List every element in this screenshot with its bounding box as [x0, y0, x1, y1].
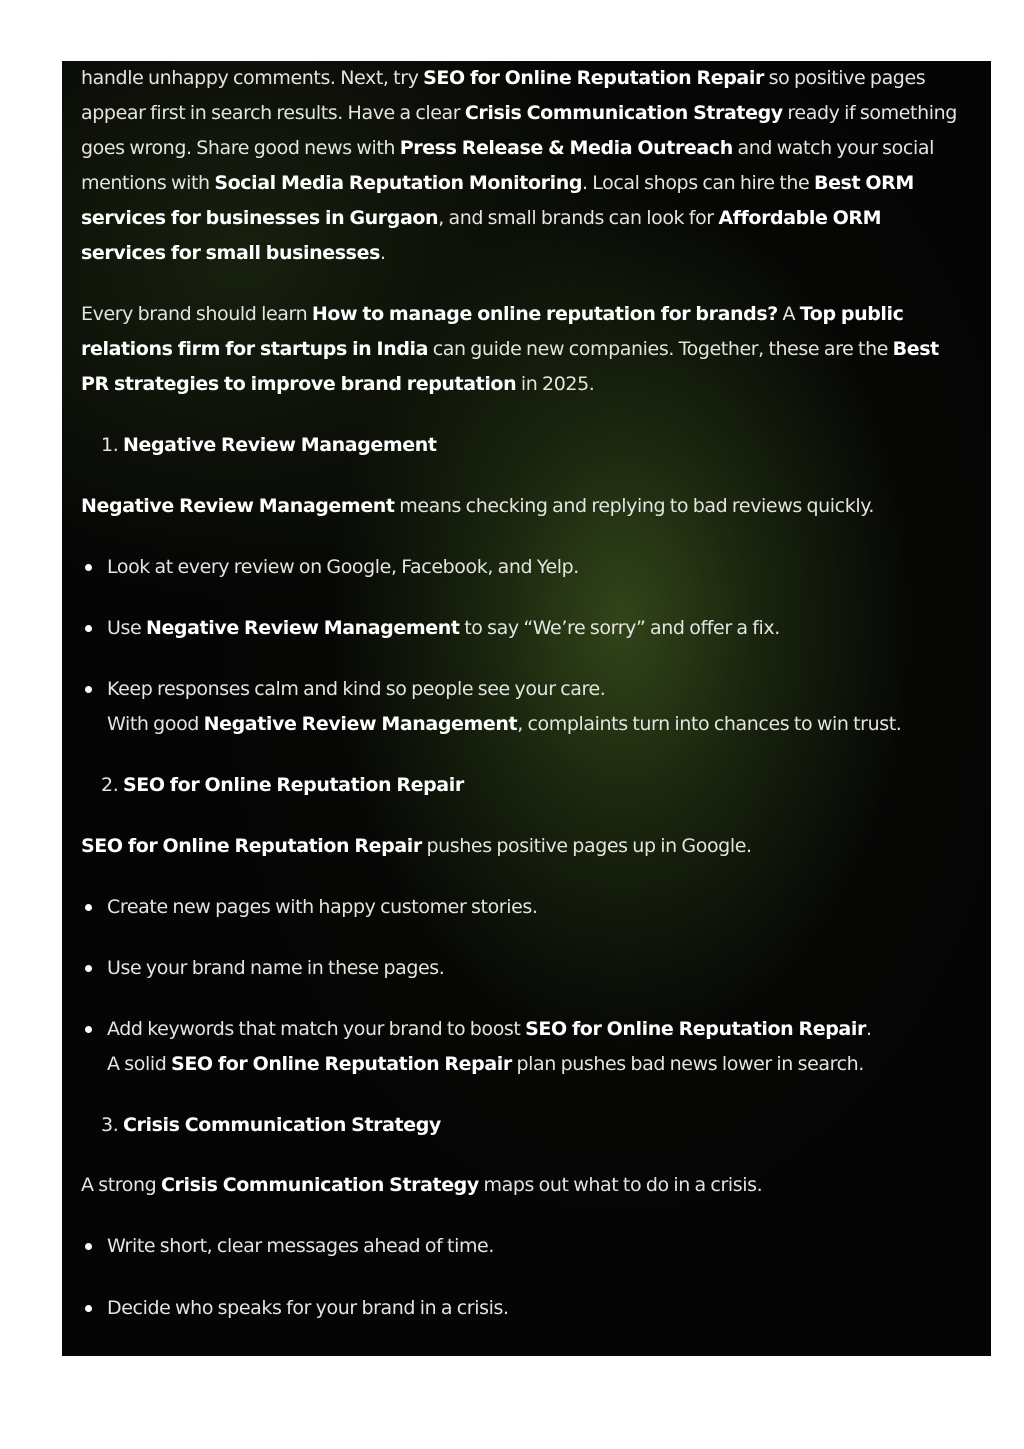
- bullet-list-2b: [81, 951, 971, 986]
- intro-text: , and small brands can look for: [438, 207, 719, 229]
- list-item-keyword: SEO for Online Reputation Repair: [525, 1018, 866, 1040]
- section-heading-3: [81, 1108, 441, 1143]
- list-item-text: .: [865, 1018, 872, 1040]
- lead-text: means checking and replying to bad reviews quickly.: [394, 495, 874, 517]
- intro-text: so positive pages appear first in search results. Have a clear: [81, 67, 926, 124]
- list-number: 3.: [101, 1114, 119, 1136]
- bullet-list-1b: [81, 611, 971, 646]
- bullet-icon: [85, 1243, 92, 1250]
- intro-paragraph-1: [81, 61, 971, 271]
- keyword-affordable-orm: Affordable ORM services for small businesses: [81, 207, 882, 264]
- keyword-best-pr-strategies: Best PR strategies to improve brand reputation: [81, 338, 939, 395]
- keyword-pr-firm-startups: Top public relations firm for startups in India: [81, 303, 904, 360]
- list-number: 1.: [101, 434, 119, 456]
- intro-text: and watch your social mentions with: [81, 137, 934, 194]
- bullet-icon: [85, 965, 92, 972]
- list-item: [81, 1291, 971, 1326]
- intro-text: can guide new companies. Together, these are the: [428, 338, 893, 360]
- section-title: Negative Review Management: [122, 434, 437, 456]
- intro-text: Every brand should learn: [81, 303, 312, 325]
- intro-text: .: [379, 242, 386, 264]
- list-item-text: Write short, clear messages ahead of time.: [107, 1235, 494, 1257]
- list-item: [81, 951, 971, 986]
- intro-text: handle unhappy comments. Next, try: [81, 67, 424, 89]
- section-title: SEO for Online Reputation Repair: [122, 774, 464, 796]
- keyword-press-release: Press Release & Media Outreach: [399, 137, 733, 159]
- bullet-icon: [85, 1305, 92, 1312]
- list-item-text: to say “We’re sorry” and offer a fix.: [459, 617, 780, 639]
- section-heading-1: [81, 428, 437, 463]
- section-lead-2: [81, 829, 971, 864]
- section-heading-2: [81, 768, 464, 803]
- bullet-list-3b: [81, 1291, 971, 1326]
- list-item: [81, 1012, 971, 1082]
- lead-keyword: Negative Review Management: [81, 495, 395, 517]
- bullet-list-1c: [81, 672, 971, 742]
- list-item-text: , complaints turn into chances to win trust.: [517, 713, 902, 735]
- list-item-text: Add keywords that match your brand to boost: [107, 1018, 526, 1040]
- keyword-seo: SEO for Online Reputation Repair: [423, 67, 764, 89]
- keyword-best-orm-gurgaon: Best ORM services for businesses in Gurgaon: [81, 172, 914, 229]
- list-item-keyword: Negative Review Management: [145, 617, 460, 639]
- list-item-text: Use: [107, 617, 146, 639]
- intro-text: A: [777, 303, 800, 325]
- list-item-text: plan pushes bad news lower in search.: [511, 1053, 864, 1075]
- bullet-list-3: [81, 1229, 971, 1264]
- list-item: [81, 611, 971, 646]
- lead-text: pushes positive pages up in Google.: [421, 835, 752, 857]
- intro-text: . Local shops can hire the: [582, 172, 814, 194]
- list-item-text: A solid: [107, 1053, 172, 1075]
- bullet-icon: [85, 625, 92, 632]
- list-number: 2.: [101, 774, 119, 796]
- section-lead-1: [81, 489, 971, 524]
- list-item-text: Use your brand name in these pages.: [107, 957, 445, 979]
- list-item-text: Look at every review on Google, Facebook, and Yelp.: [107, 556, 579, 578]
- bullet-icon: [85, 686, 92, 693]
- intro-text: in 2025.: [516, 373, 595, 395]
- list-item-keyword: Negative Review Management: [203, 713, 518, 735]
- list-item-text: Decide who speaks for your brand in a crisis.: [107, 1297, 509, 1319]
- intro-text: ready if something goes wrong. Share good news with: [81, 102, 957, 159]
- bullet-icon: [85, 904, 92, 911]
- list-item: [81, 1229, 971, 1264]
- lead-text: maps out what to do in a crisis.: [478, 1174, 763, 1196]
- keyword-social-monitoring: Social Media Reputation Monitoring: [214, 172, 583, 194]
- article-panel: [62, 61, 991, 1356]
- bullet-list-1: [81, 550, 971, 585]
- list-item-text: Keep responses calm and kind so people see your care.: [107, 678, 606, 700]
- list-item-text: With good: [107, 713, 204, 735]
- bullet-icon: [85, 1026, 92, 1033]
- list-item-keyword: SEO for Online Reputation Repair: [171, 1053, 512, 1075]
- keyword-manage-reputation: How to manage online reputation for brands?: [311, 303, 778, 325]
- lead-keyword: Crisis Communication Strategy: [160, 1174, 479, 1196]
- section-lead-3: [81, 1168, 971, 1203]
- lead-text: A strong: [81, 1174, 161, 1196]
- bullet-icon: [85, 564, 92, 571]
- bullet-list-2c: [81, 1012, 971, 1082]
- intro-paragraph-2: [81, 297, 971, 402]
- list-item-text: Create new pages with happy customer stories.: [107, 896, 538, 918]
- section-title: Crisis Communication Strategy: [122, 1114, 441, 1136]
- lead-keyword: SEO for Online Reputation Repair: [81, 835, 422, 857]
- list-item: [81, 550, 971, 585]
- bullet-list-2: [81, 890, 971, 925]
- list-item: [81, 672, 971, 742]
- list-item: [81, 890, 971, 925]
- keyword-crisis: Crisis Communication Strategy: [464, 102, 783, 124]
